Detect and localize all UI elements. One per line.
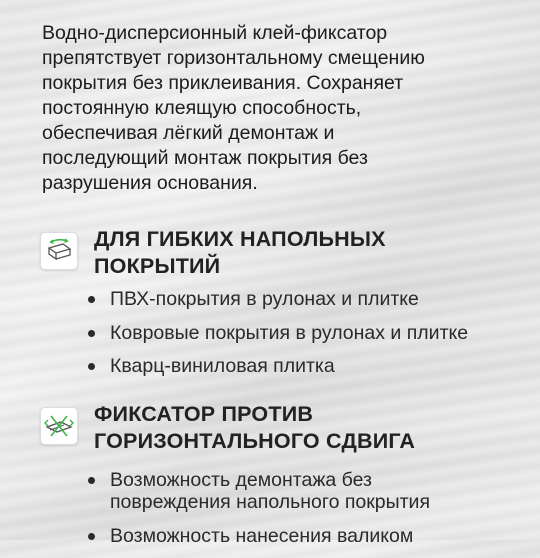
- bullet-icon: [88, 533, 95, 540]
- feature-list: [84, 288, 540, 389]
- list-item: Возможность нанесения валиком: [84, 525, 540, 547]
- section-title: ДЛЯ ГИБКИХ НАПОЛЬНЫХ ПОКРЫТИЙ: [94, 227, 386, 278]
- bullet-icon: [88, 477, 95, 484]
- list-item: Кварц-виниловая плитка: [84, 355, 540, 377]
- flexible-floor-icon: [40, 232, 78, 270]
- list-item: Возможность демонтажа без повреждения напольного покрытия: [84, 469, 540, 513]
- bullet-icon: [88, 363, 95, 370]
- list-item: ПВХ-покрытия в рулонах и плитке: [84, 288, 540, 310]
- bullet-icon: [88, 330, 95, 337]
- list-item: Ковровые покрытия в рулонах и плитке: [84, 322, 540, 344]
- intro-text: Водно-дисперсионный клей-фиксатор препятствует горизонтальному смещению покрытия без приклеивания. Сохраняет постоянную клеящую способность, обеспечивая лёгкий демонтаж и последующий монтаж покрытия без разрушения основания.: [42, 22, 425, 194]
- shift-lock-icon: [40, 407, 78, 445]
- section-title: ФИКСАТОР ПРОТИВ ГОРИЗОНТАЛЬНОГО СДВИГА: [94, 402, 416, 453]
- bullet-icon: [88, 296, 95, 303]
- feature-list: [84, 469, 540, 558]
